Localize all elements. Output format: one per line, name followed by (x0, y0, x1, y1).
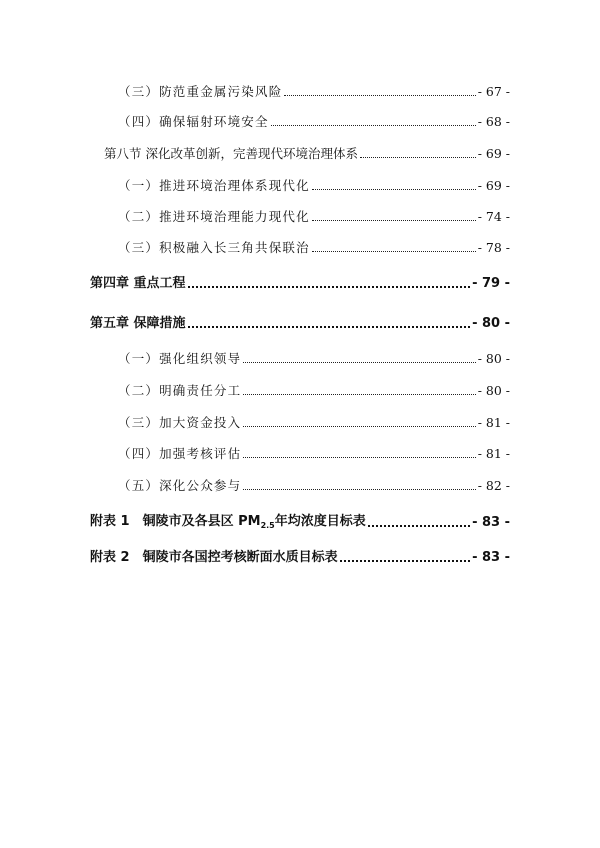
toc-entry-page: - 82 - (477, 478, 510, 493)
toc-chapter-entry[interactable] (0, 272, 510, 292)
appendix-title-suffix: 年均浓度目标表 (274, 514, 366, 529)
toc-entry[interactable] (0, 142, 510, 162)
toc-appendix-entry[interactable] (0, 511, 510, 531)
toc-entry[interactable] (0, 110, 510, 130)
pm-subscript: 2.5 (260, 521, 275, 530)
toc-entry-page: - 83 - (472, 550, 510, 565)
toc-entry-page: - 80 - (472, 316, 510, 331)
toc-leader-dots (368, 525, 470, 527)
toc-leader-dots (284, 95, 475, 96)
toc-entry-page: - 80 - (477, 383, 510, 398)
toc-entry[interactable] (0, 174, 510, 194)
toc-leader-dots (312, 189, 476, 190)
toc-entry[interactable] (0, 474, 510, 494)
toc-leader-dots (360, 157, 476, 158)
toc-leader-dots (243, 394, 475, 395)
toc-entry-page: - 80 - (477, 351, 510, 366)
toc-entry-title: （三）加大资金投入 (118, 415, 242, 430)
toc-leader-dots (188, 326, 471, 328)
toc-leader-dots (312, 251, 476, 252)
toc-entry-title: （五）深化公众参与 (118, 478, 242, 493)
toc-entry-title: 第四章 重点工程 (90, 276, 186, 291)
toc-entry-title: 第五章 保障措施 (90, 316, 186, 331)
toc-entry-title (90, 514, 366, 531)
toc-entry-page: - 81 - (477, 415, 510, 430)
toc-entry[interactable] (0, 379, 510, 399)
toc-entry-title: （四）加强考核评估 (118, 446, 242, 461)
toc-entry-title: （三）防范重金属污染风险 (118, 84, 283, 99)
toc-entry-page: - 81 - (477, 446, 510, 461)
toc-entry[interactable] (0, 236, 510, 256)
toc-leader-dots (188, 286, 471, 288)
toc-entry-page: - 67 - (477, 84, 510, 99)
toc-appendix-entry[interactable] (0, 546, 510, 566)
toc-entry[interactable] (0, 411, 510, 431)
toc-entry-page: - 78 - (477, 240, 510, 255)
toc-entry-page: - 68 - (477, 114, 510, 129)
toc-entry[interactable] (0, 347, 510, 367)
toc-entry-page: - 69 - (477, 146, 510, 161)
toc-entry-title: （三）积极融入长三角共保联治 (118, 240, 310, 255)
toc-leader-dots (243, 457, 475, 458)
toc-entry-title: （二）明确责任分工 (118, 383, 242, 398)
toc-entry-title: 第八节 深化改革创新，完善现代环境治理体系 (104, 146, 358, 161)
toc-leader-dots (243, 426, 475, 427)
toc-leader-dots (243, 362, 475, 363)
toc-entry[interactable] (0, 80, 510, 100)
toc-entry-page: - 69 - (477, 178, 510, 193)
toc-leader-dots (243, 489, 475, 490)
toc-entry-title: （一）强化组织领导 (118, 351, 242, 366)
toc-entry-page: - 79 - (472, 276, 510, 291)
toc-entry-page: - 74 - (477, 209, 510, 224)
toc-entry[interactable] (0, 205, 510, 225)
toc-entry-page: - 83 - (472, 515, 510, 530)
toc-leader-dots (312, 220, 476, 221)
toc-entry-title: （二）推进环境治理能力现代化 (118, 209, 310, 224)
toc-leader-dots (340, 560, 470, 562)
toc-entry[interactable] (0, 442, 510, 462)
appendix-title-prefix: 附表 1 铜陵市及各县区 PM (90, 514, 261, 529)
toc-leader-dots (271, 125, 476, 126)
toc-chapter-entry[interactable] (0, 312, 510, 332)
toc-entry-title: （四）确保辐射环境安全 (118, 114, 269, 129)
toc-entry-title: 附表 2 铜陵市各国控考核断面水质目标表 (90, 550, 338, 565)
toc-entry-title: （一）推进环境治理体系现代化 (118, 178, 310, 193)
